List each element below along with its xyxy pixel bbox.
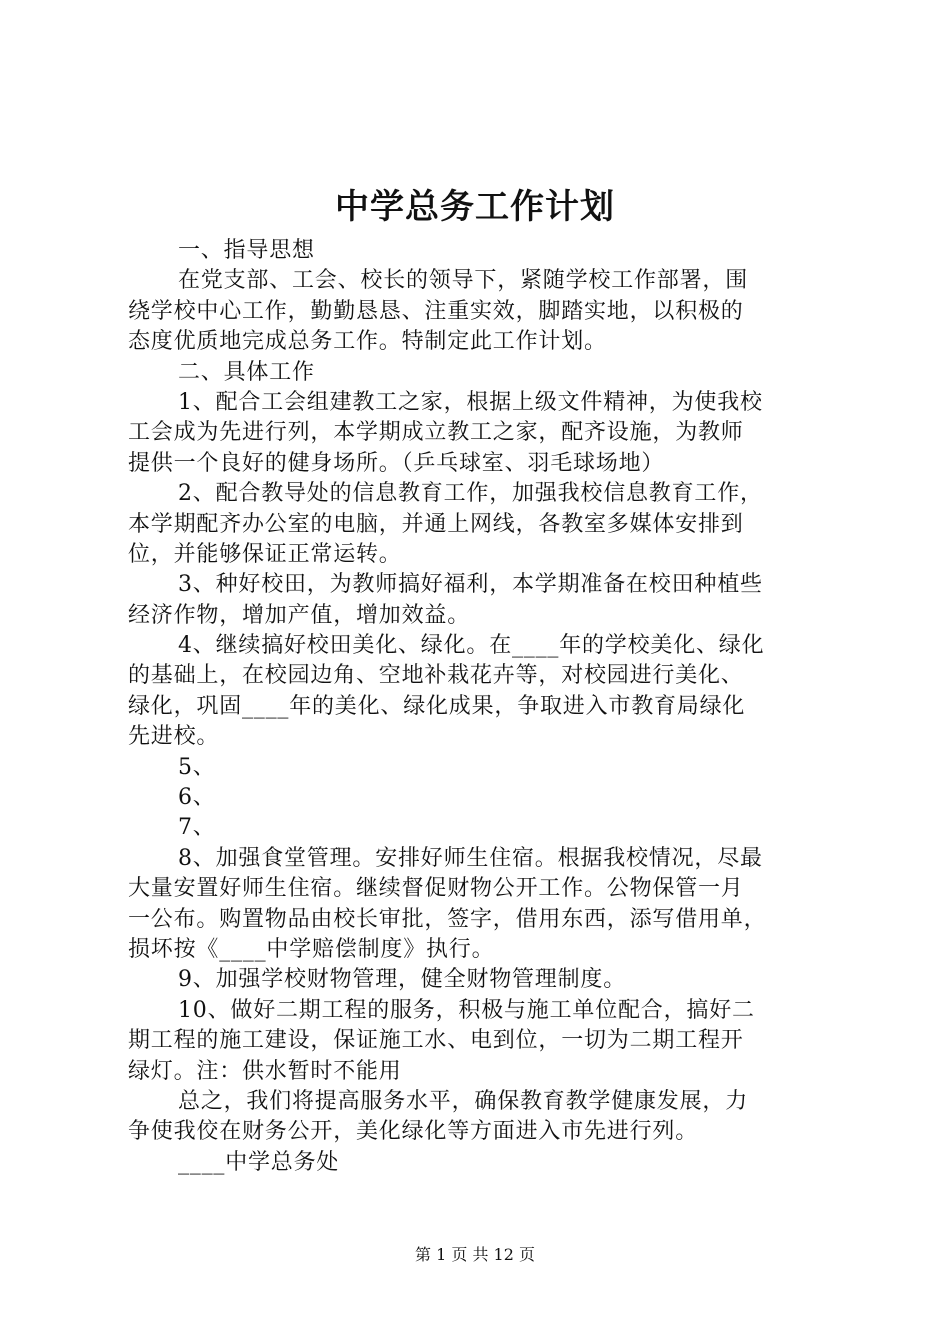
text-line: 5、: [178, 754, 216, 780]
text-line: 争使我佼在财务公开，美化绿化等方面进入市先进行列。: [128, 1119, 699, 1145]
text-line: 绿化，巩固____年的美化、绿化成果，争取进入市教育局绿化: [128, 693, 746, 719]
text-line: 一公布。购置物品由校长审批，签字，借用东西，添写借用单，: [128, 906, 767, 932]
text-line: 绕学校中心工作，勤勤恳恳、注重实效，脚踏实地，以积极的: [128, 298, 744, 324]
text-line: 二、具体工作: [178, 359, 315, 385]
text-line: 1、配合工会组建教工之家，根据上级文件精神，为使我校: [178, 389, 763, 415]
text-line: ____中学总务处: [178, 1149, 340, 1175]
text-line: 本学期配齐办公室的电脑，并通上网线，各教室多媒体安排到: [128, 511, 744, 537]
text-line: 10、做好二期工程的服务，积极与施工单位配合，搞好二: [178, 997, 755, 1023]
text-line: 态度优质地完成总务工作。特制定此工作计划。: [128, 329, 607, 355]
text-line: 大量安置好师生住宿。继续督促财物公开工作。公物保管一月: [128, 876, 744, 902]
text-line: 2、配合教导处的信息教育工作，加强我校信息教育工作，: [178, 481, 763, 507]
text-line: 4、继续搞好校田美化、绿化。在____年的学校美化、绿化: [178, 633, 765, 659]
text-line: 总之，我们将提高服务水平，确保教育教学健康发展，力: [178, 1088, 749, 1114]
text-line: 9、加强学校财物管理，健全财物管理制度。: [178, 967, 626, 993]
text-line: 的基础上，在校园边角、空地补栽花卉等，对校园进行美化、: [128, 663, 744, 689]
text-line: 位，并能够保证正常运转。: [128, 541, 402, 567]
text-line: 绿灯。注：供水暂时不能用: [128, 1058, 402, 1084]
text-line: 先进校。: [128, 724, 220, 750]
text-line: 经济作物，增加产值，增加效益。: [128, 602, 471, 628]
text-line: 提供一个良好的健身场所。（乒乓球室、羽毛球场地）: [128, 450, 665, 476]
document-body: [128, 236, 832, 1178]
text-line: 在党支部、工会、校长的领导下，紧随学校工作部署，围: [178, 268, 749, 294]
text-line: 8、加强食堂管理。安排好师生住宿。根据我校情况，尽最: [178, 845, 763, 871]
text-line: 7、: [178, 815, 216, 841]
text-line: 期工程的施工建设，保证施工水、电到位，一切为二期工程开: [128, 1028, 744, 1054]
page-footer: 第 1 页 共 12 页: [415, 1245, 535, 1264]
text-line: 一、指导思想: [178, 238, 315, 263]
text-line: 损坏按《____中学赔偿制度》执行。: [128, 936, 495, 962]
document-title: 中学总务工作计划: [335, 187, 615, 227]
text-line: 工会成为先进行列，本学期成立教工之家，配齐设施，为教师: [128, 420, 744, 446]
text-line: 6、: [178, 785, 216, 811]
text-line: 3、种好校田，为教师搞好福利，本学期准备在校田种植些: [178, 572, 763, 598]
